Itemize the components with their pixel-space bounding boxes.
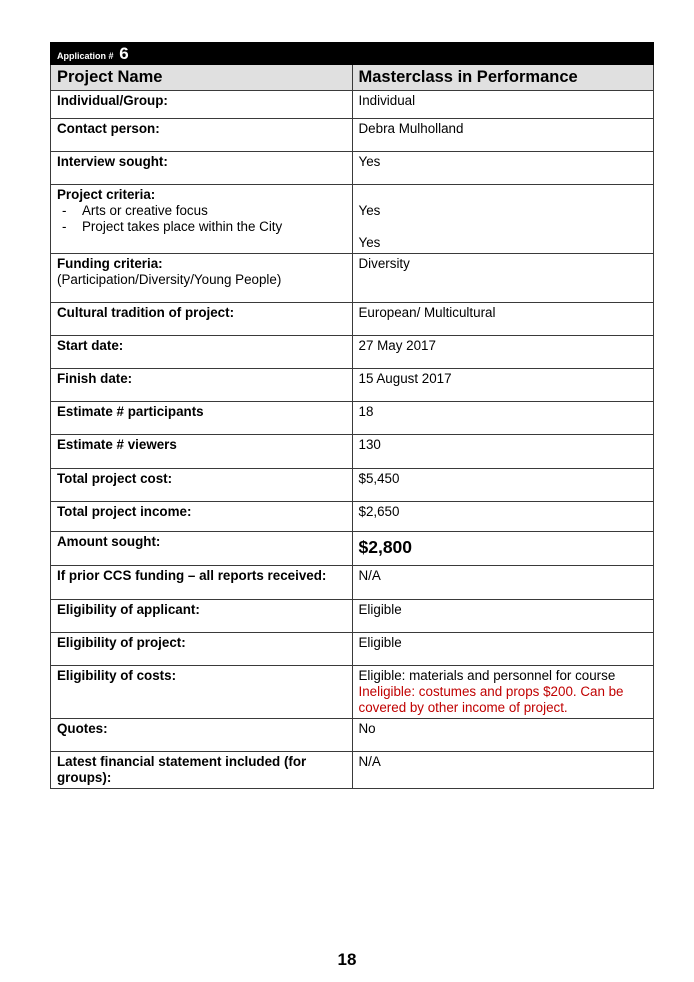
eligibility-applicant-row: [51, 600, 654, 633]
funding-criteria-label: Funding criteria:: [57, 256, 163, 271]
total-income-row: [51, 502, 654, 532]
prior-funding-label: If prior CCS funding – all reports received:: [51, 566, 353, 600]
amount-sought-row: [51, 532, 654, 566]
project-criteria-value: Yes: [358, 235, 381, 250]
project-name-value: Masterclass in Performance: [352, 65, 654, 91]
contact-person-row: [51, 119, 654, 152]
prior-funding-row: [51, 566, 654, 600]
total-income-value: $2,650: [352, 502, 654, 532]
individual-group-label: Individual/Group:: [51, 91, 353, 119]
cultural-tradition-row: [51, 303, 654, 336]
page-number: 18: [337, 950, 357, 969]
participants-value: 18: [352, 402, 654, 435]
amount-sought-label: Amount sought:: [51, 532, 353, 566]
total-income-label: Total project income:: [51, 502, 353, 532]
project-name-row: [51, 65, 654, 91]
eligibility-applicant-label: Eligibility of applicant:: [51, 600, 353, 633]
start-date-row: [51, 336, 654, 369]
project-criteria-value: Yes: [358, 203, 381, 218]
eligibility-costs-eligible: Eligible: materials and personnel for course: [358, 668, 616, 683]
contact-person-value: Debra Mulholland: [352, 119, 654, 152]
amount-sought-cell: [352, 532, 654, 566]
application-label: Application #: [57, 51, 114, 61]
project-criteria-list: [57, 203, 346, 235]
interview-sought-row: [51, 152, 654, 185]
interview-sought-value: Yes: [352, 152, 654, 185]
participants-row: [51, 402, 654, 435]
finish-date-value: 15 August 2017: [352, 369, 654, 402]
project-name-label: Project Name: [51, 65, 353, 91]
project-criteria-item: - Project takes place within the City: [57, 219, 346, 235]
finish-date-row: [51, 369, 654, 402]
total-cost-row: [51, 469, 654, 502]
finish-date-label: Finish date:: [51, 369, 353, 402]
project-criteria-row: [51, 185, 654, 254]
application-header-blank: [352, 43, 654, 65]
individual-group-value: Individual: [352, 91, 654, 119]
financial-statement-value: N/A: [352, 752, 654, 789]
eligibility-costs-row: [51, 666, 654, 719]
financial-statement-row: [51, 752, 654, 789]
eligibility-project-label: Eligibility of project:: [51, 633, 353, 666]
application-header-row: [51, 43, 654, 65]
project-criteria-cell: [51, 185, 353, 254]
funding-criteria-row: [51, 254, 654, 303]
amount-sought-value: $2,800: [358, 537, 413, 557]
eligibility-costs-ineligible: Ineligible: costumes and props $200. Can be covered by other income of project.: [358, 684, 624, 715]
quotes-label: Quotes:: [51, 719, 353, 752]
individual-group-row: [51, 91, 654, 119]
application-table: [50, 42, 654, 789]
contact-person-label: Contact person:: [51, 119, 353, 152]
eligibility-project-value: Eligible: [352, 633, 654, 666]
viewers-value: 130: [352, 435, 654, 469]
total-cost-label: Total project cost:: [51, 469, 353, 502]
viewers-label: Estimate # viewers: [51, 435, 353, 469]
cultural-tradition-value: European/ Multicultural: [352, 303, 654, 336]
interview-sought-label: Interview sought:: [51, 152, 353, 185]
cultural-tradition-label: Cultural tradition of project:: [51, 303, 353, 336]
application-number: 6: [119, 44, 129, 63]
start-date-value: 27 May 2017: [352, 336, 654, 369]
project-criteria-item: - Arts or creative focus: [57, 203, 346, 219]
project-criteria-values: [352, 185, 654, 254]
participants-label: Estimate # participants: [51, 402, 353, 435]
total-cost-value: $5,450: [352, 469, 654, 502]
funding-criteria-cell: [51, 254, 353, 303]
prior-funding-value: N/A: [352, 566, 654, 600]
eligibility-costs-cell: [352, 666, 654, 719]
quotes-value: No: [352, 719, 654, 752]
quotes-row: [51, 719, 654, 752]
eligibility-costs-label: Eligibility of costs:: [51, 666, 353, 719]
project-criteria-label: Project criteria:: [57, 187, 156, 202]
financial-statement-label: Latest financial statement included (for groups):: [51, 752, 353, 789]
viewers-row: [51, 435, 654, 469]
funding-criteria-value: Diversity: [352, 254, 654, 303]
start-date-label: Start date:: [51, 336, 353, 369]
eligibility-project-row: [51, 633, 654, 666]
funding-criteria-sublabel: (Participation/Diversity/Young People): [57, 272, 282, 287]
eligibility-applicant-value: Eligible: [352, 600, 654, 633]
application-number-cell: [51, 43, 353, 65]
